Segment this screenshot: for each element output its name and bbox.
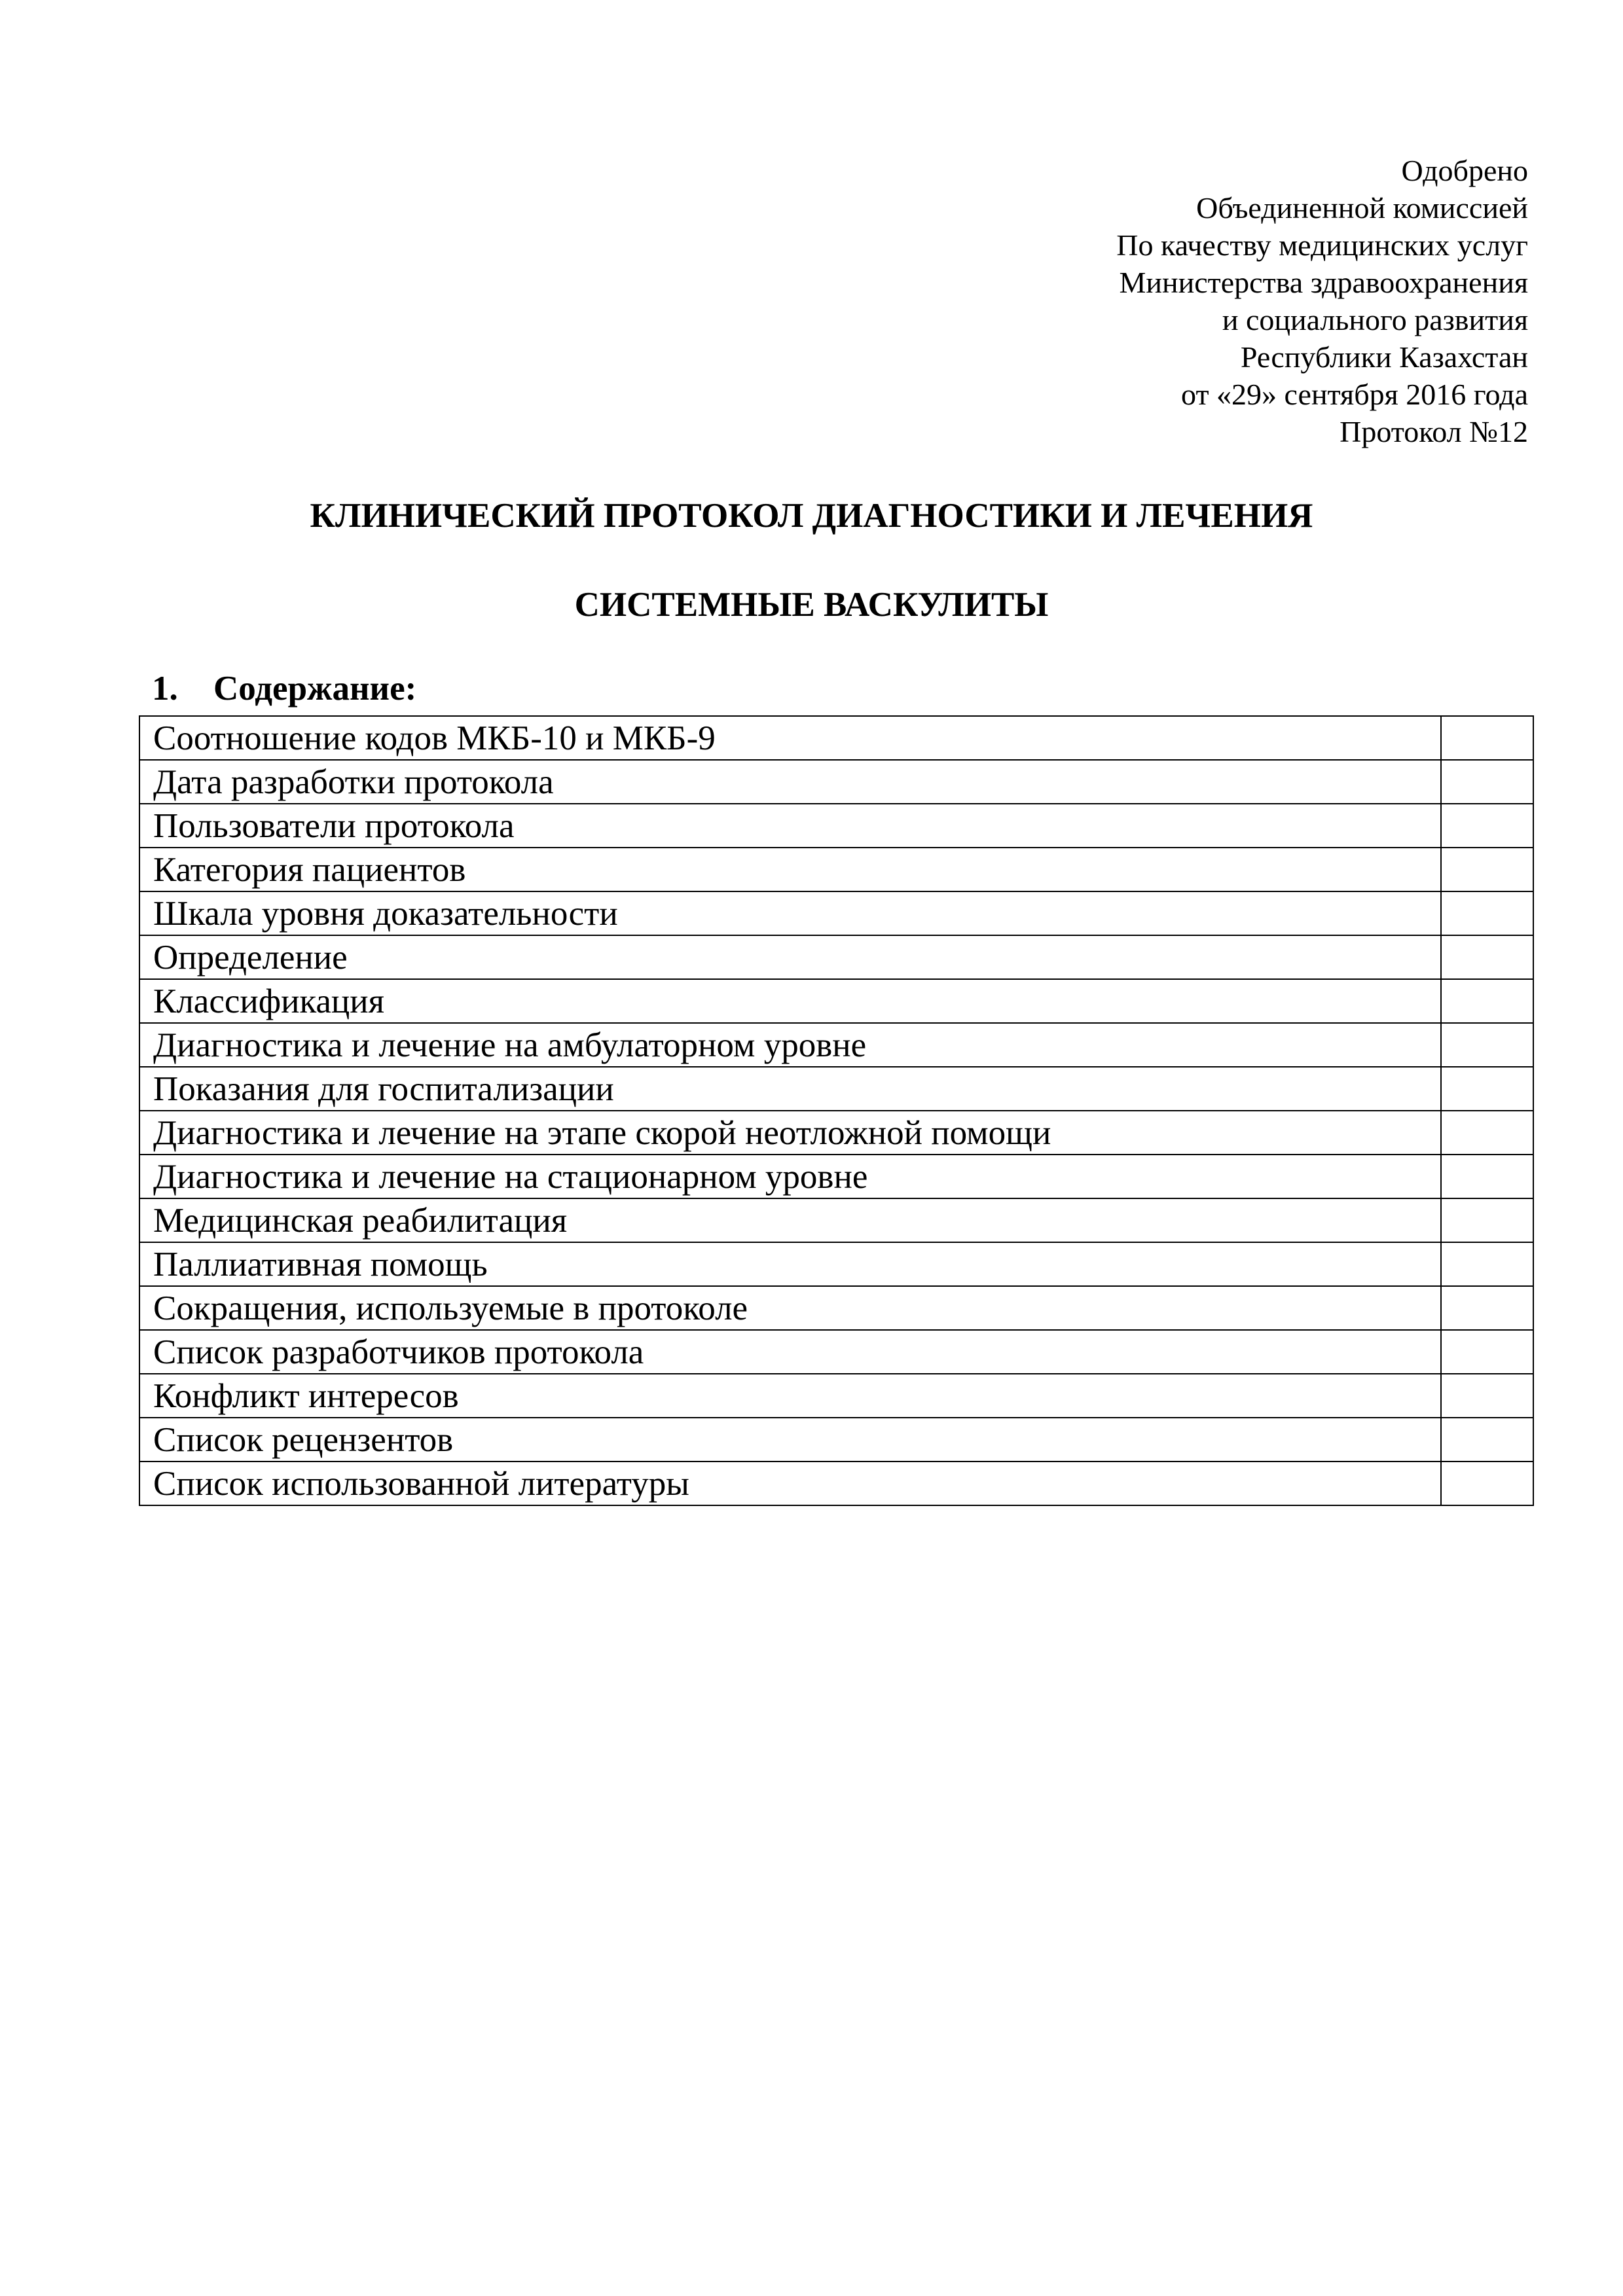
- toc-item-label: Диагностика и лечение на этапе скорой неотложной помощи: [139, 1111, 1441, 1155]
- table-row: [139, 1462, 1533, 1505]
- toc-item-label: Диагностика и лечение на амбулаторном уровне: [139, 1023, 1441, 1067]
- table-row: [139, 1374, 1533, 1418]
- toc-item-label: Сокращения, используемые в протоколе: [139, 1286, 1441, 1330]
- document-subtitle: СИСТЕМНЫЕ ВАСКУЛИТЫ: [574, 586, 1049, 624]
- table-row: [139, 1198, 1533, 1242]
- table-row: [139, 1286, 1533, 1330]
- toc-page-cell: [1441, 979, 1533, 1023]
- toc-item-label: Медицинская реабилитация: [139, 1198, 1441, 1242]
- toc-item-label: Список рецензентов: [139, 1418, 1441, 1462]
- table-row: [139, 804, 1533, 848]
- table-row: [139, 935, 1533, 979]
- toc-item-label: Показания для госпитализации: [139, 1067, 1441, 1111]
- toc-page-cell: [1441, 1023, 1533, 1067]
- toc-page-cell: [1441, 1111, 1533, 1155]
- section-number: 1.: [152, 670, 178, 708]
- contents-table: [139, 715, 1534, 1506]
- table-row: [139, 1111, 1533, 1155]
- table-row: [139, 1242, 1533, 1286]
- toc-item-label: Паллиативная помощь: [139, 1242, 1441, 1286]
- toc-page-cell: [1441, 1155, 1533, 1198]
- document-title: КЛИНИЧЕСКИЙ ПРОТОКОЛ ДИАГНОСТИКИ И ЛЕЧЕНИЯ: [310, 497, 1313, 535]
- toc-page-cell: [1441, 891, 1533, 935]
- toc-page-cell: [1441, 760, 1533, 804]
- contents-heading: [152, 669, 416, 708]
- toc-page-cell: [1441, 1330, 1533, 1374]
- approval-line: Министерства здравоохранения: [1119, 266, 1528, 299]
- toc-item-label: Конфликт интересов: [139, 1374, 1441, 1418]
- table-row: [139, 1418, 1533, 1462]
- toc-item-label: Соотношение кодов МКБ-10 и МКБ-9: [139, 716, 1441, 760]
- table-row: [139, 891, 1533, 935]
- approval-line: Одобрено: [1401, 154, 1528, 187]
- approval-line: и социального развития: [1222, 303, 1528, 336]
- approval-block: [1116, 152, 1528, 450]
- toc-item-label: Пользователи протокола: [139, 804, 1441, 848]
- table-row: [139, 1330, 1533, 1374]
- toc-page-cell: [1441, 848, 1533, 891]
- toc-page-cell: [1441, 1286, 1533, 1330]
- toc-page-cell: [1441, 1198, 1533, 1242]
- toc-page-cell: [1441, 804, 1533, 848]
- toc-page-cell: [1441, 716, 1533, 760]
- toc-page-cell: [1441, 935, 1533, 979]
- toc-item-label: Шкала уровня доказательности: [139, 891, 1441, 935]
- toc-item-label: Дата разработки протокола: [139, 760, 1441, 804]
- approval-line: Объединенной комиссией: [1196, 191, 1528, 224]
- table-row: [139, 1023, 1533, 1067]
- toc-page-cell: [1441, 1462, 1533, 1505]
- table-row: [139, 979, 1533, 1023]
- approval-line: По качеству медицинских услуг: [1116, 228, 1528, 262]
- section-heading-text: Содержание:: [213, 670, 417, 708]
- toc-item-label: Классификация: [139, 979, 1441, 1023]
- toc-item-label: Диагностика и лечение на стационарном уровне: [139, 1155, 1441, 1198]
- table-row: [139, 1067, 1533, 1111]
- toc-page-cell: [1441, 1067, 1533, 1111]
- approval-line: Протокол №12: [1340, 415, 1528, 448]
- toc-item-label: Список использованной литературы: [139, 1462, 1441, 1505]
- approval-line: Республики Казахстан: [1240, 340, 1528, 374]
- toc-page-cell: [1441, 1242, 1533, 1286]
- table-row: [139, 848, 1533, 891]
- toc-page-cell: [1441, 1418, 1533, 1462]
- toc-page-cell: [1441, 1374, 1533, 1418]
- table-row: [139, 1155, 1533, 1198]
- toc-item-label: Список разработчиков протокола: [139, 1330, 1441, 1374]
- toc-item-label: Категория пациентов: [139, 848, 1441, 891]
- approval-line: от «29» сентября 2016 года: [1181, 378, 1528, 411]
- table-row: [139, 760, 1533, 804]
- toc-item-label: Определение: [139, 935, 1441, 979]
- table-row: [139, 716, 1533, 760]
